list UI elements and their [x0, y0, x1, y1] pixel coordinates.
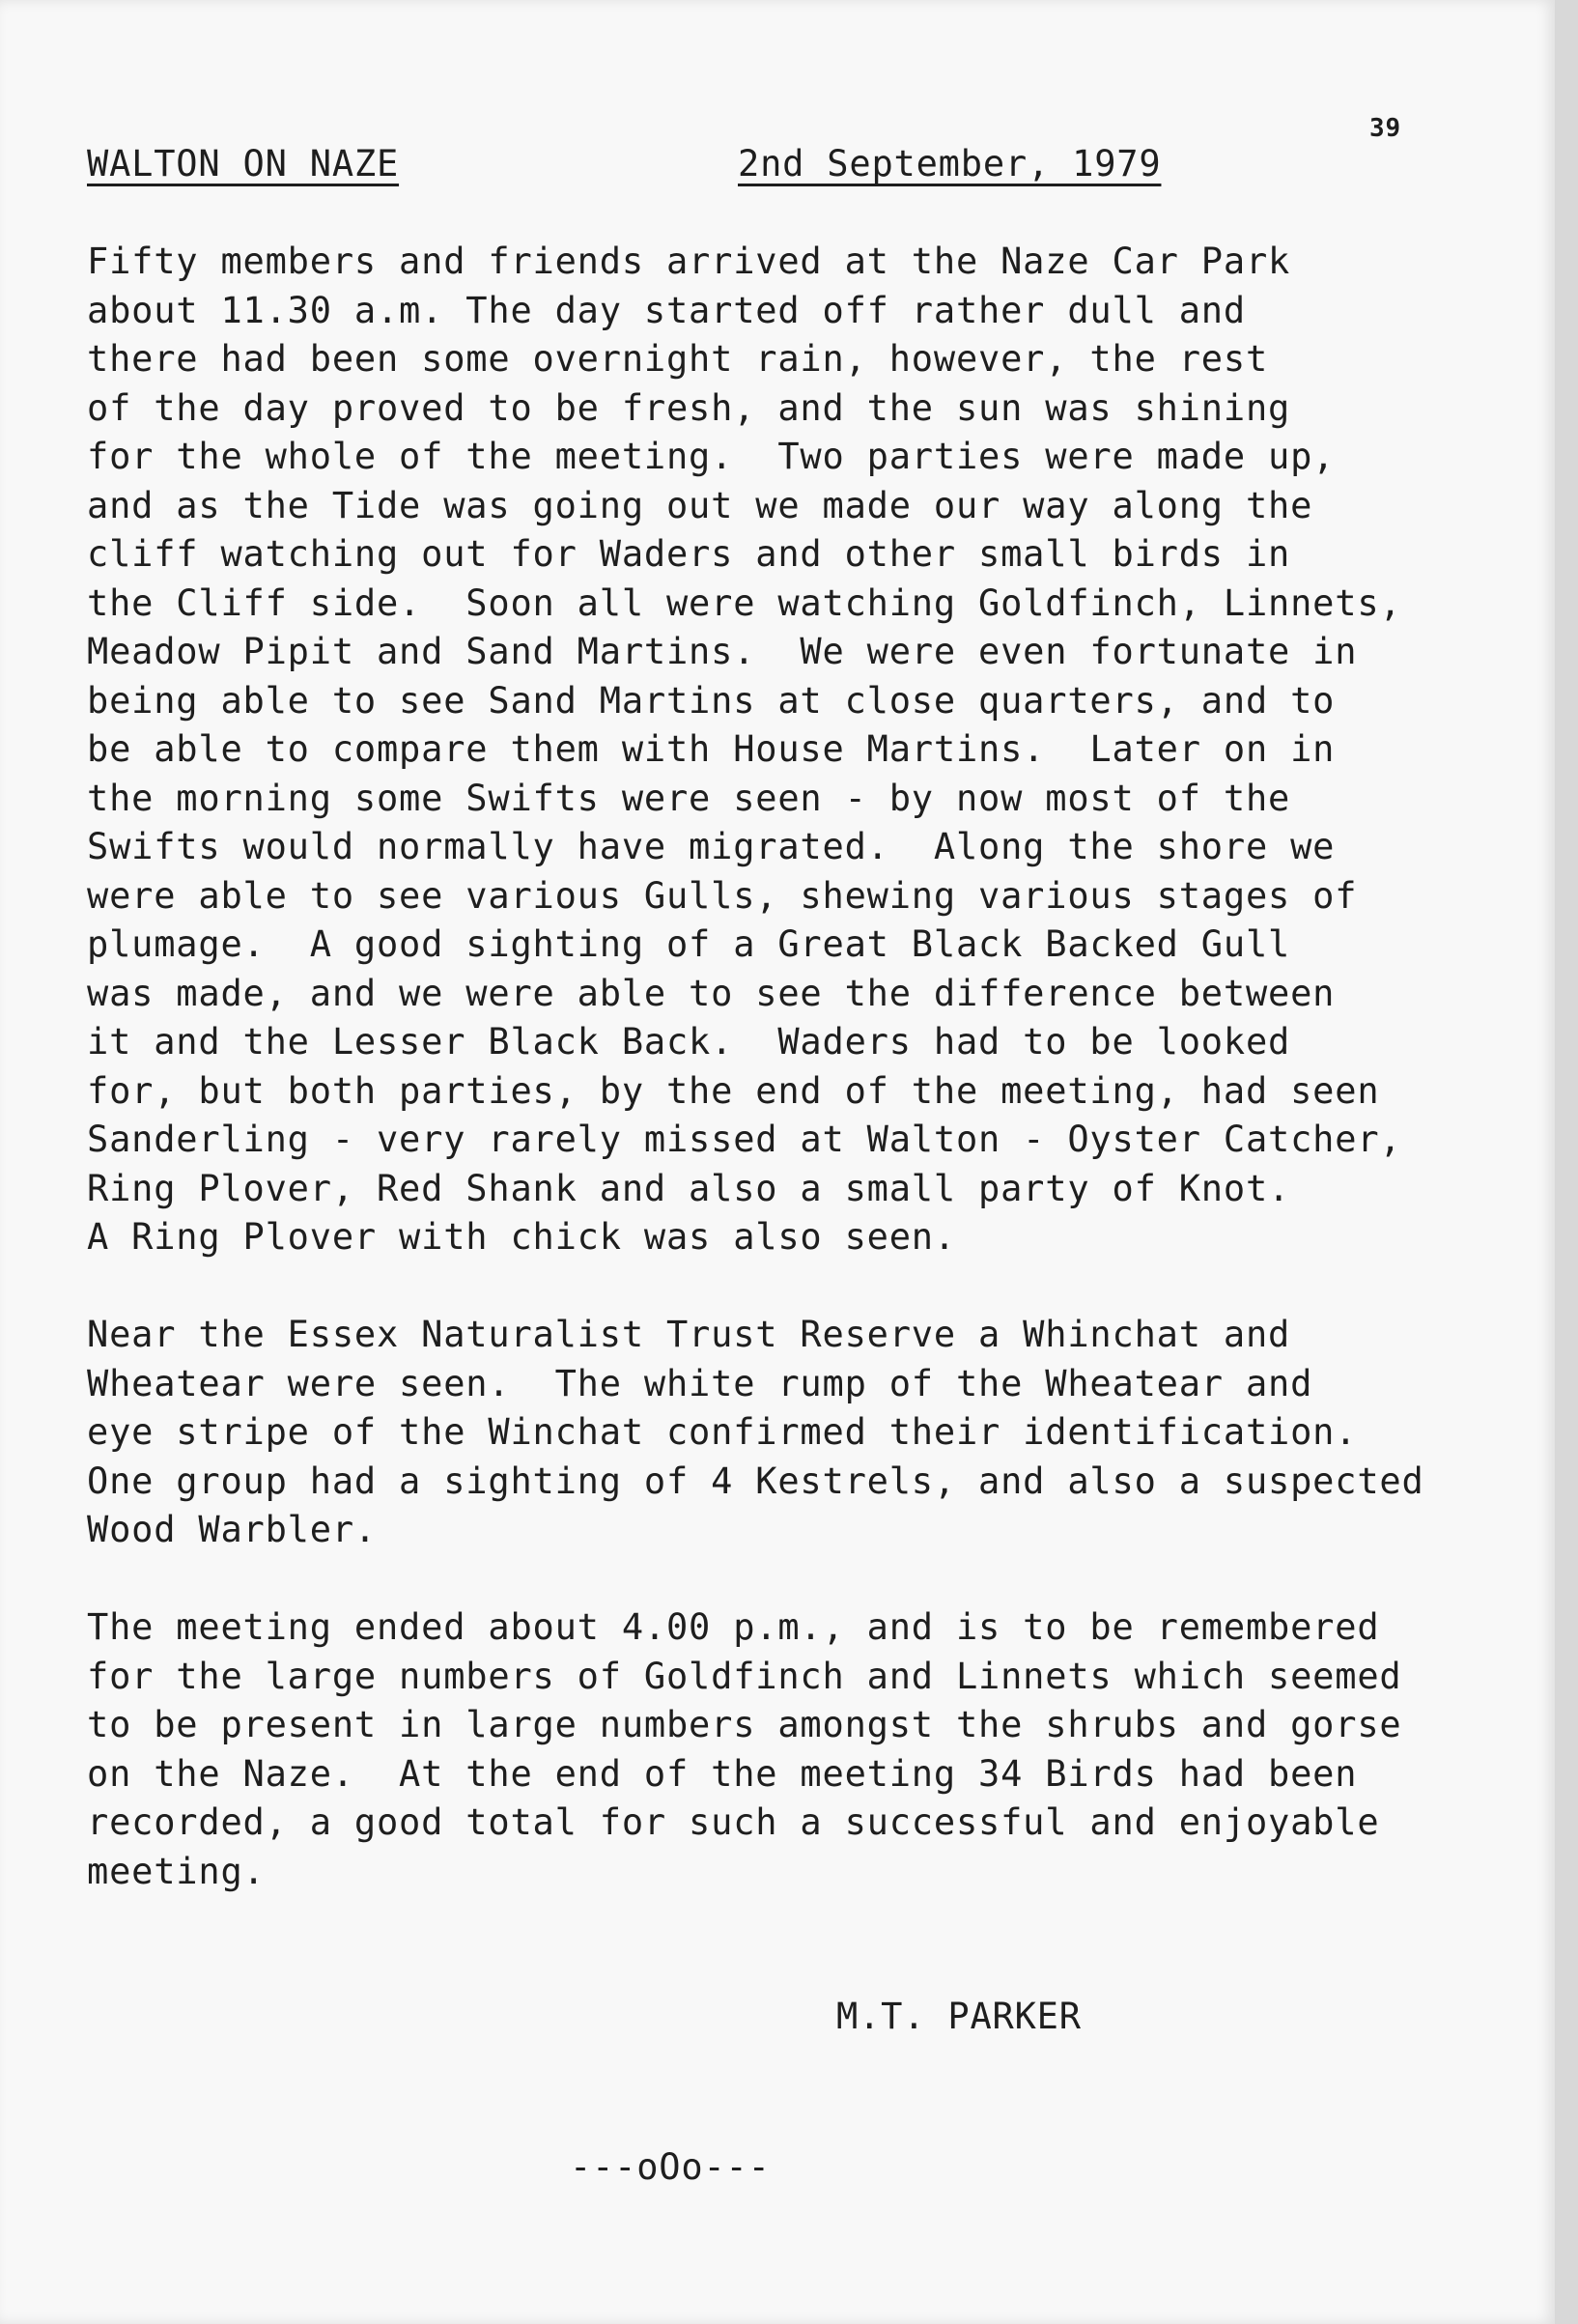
text-line: cliff watching out for Waders and other small birds in: [87, 533, 1291, 575]
text-line: Fifty members and friends arrived at the Naze Car Park: [87, 241, 1291, 282]
text-line: to be present in large numbers amongst the shrubs and gorse: [87, 1704, 1402, 1745]
text-line: A Ring Plover with chick was also seen.: [87, 1216, 956, 1258]
text-line: Ring Plover, Red Shank and also a small party of Knot.: [87, 1167, 1291, 1209]
paragraph-3: [87, 1603, 1555, 1896]
text-line: about 11.30 a.m. The day started off rather dull and: [87, 289, 1246, 331]
text-line: and as the Tide was going out we made our way along the: [87, 484, 1313, 526]
text-line: of the day proved to be fresh, and the sun was shining: [87, 386, 1291, 429]
text-line: recorded, a good total for such a successful and enjoyable: [87, 1801, 1380, 1843]
text-line: was made, and we were able to see the difference between: [87, 972, 1336, 1014]
page-edge: [1555, 0, 1578, 2324]
text-line: eye stripe of the Winchat confirmed their identification.: [87, 1411, 1358, 1453]
text-line: The meeting ended about 4.00 p.m., and is to be remembered: [87, 1606, 1380, 1648]
text-line: plumage. A good sighting of a Great Black Backed Gull: [87, 923, 1291, 965]
text-line: Swifts would normally have migrated. Along the shore we: [87, 826, 1336, 867]
text-line: it and the Lesser Black Back. Waders had to be looked: [87, 1021, 1291, 1063]
text-line: Wood Warbler.: [87, 1509, 377, 1550]
end-mark: ---oOo---: [570, 2146, 771, 2188]
text-line: the morning some Swifts were seen - by now most of the: [87, 777, 1291, 819]
text-line: Meadow Pipit and Sand Martins. We were even fortunate in: [87, 631, 1358, 672]
paragraph-2: [87, 1311, 1555, 1555]
report-date-heading: 2nd September, 1979: [738, 143, 1162, 184]
text-line: be able to compare them with House Martins. Later on in: [87, 728, 1336, 770]
author-signature: M.T. PARKER: [836, 1996, 1082, 2037]
paragraph-1: [87, 238, 1555, 1262]
text-line: Wheatear were seen. The white rump of the Wheatear and: [87, 1362, 1313, 1404]
text-line: for the large numbers of Goldfinch and Linnets which seemed: [87, 1655, 1402, 1697]
text-line: meeting.: [87, 1850, 266, 1892]
text-line: One group had a sighting of 4 Kestrels, and also a suspected: [87, 1460, 1424, 1502]
text-line: were able to see various Gulls, shewing various stages of: [87, 874, 1358, 917]
text-line: for the whole of the meeting. Two parties were made up,: [87, 436, 1336, 477]
report-place-heading: WALTON ON NAZE: [87, 143, 400, 184]
text-line: being able to see Sand Martins at close quarters, and to: [87, 679, 1336, 722]
text-line: the Cliff side. Soon all were watching Goldfinch, Linnets,: [87, 581, 1402, 624]
text-line: Near the Essex Naturalist Trust Reserve a Whinchat and: [87, 1314, 1291, 1355]
text-line: for, but both parties, by the end of the meeting, had seen: [87, 1069, 1380, 1112]
text-line: on the Naze. At the end of the meeting 34 Birds had been: [87, 1752, 1358, 1795]
text-line: there had been some overnight rain, however, the rest: [87, 338, 1269, 380]
page-number: 39: [1369, 114, 1401, 143]
text-line: Sanderling - very rarely missed at Walton - Oyster Catcher,: [87, 1119, 1402, 1160]
